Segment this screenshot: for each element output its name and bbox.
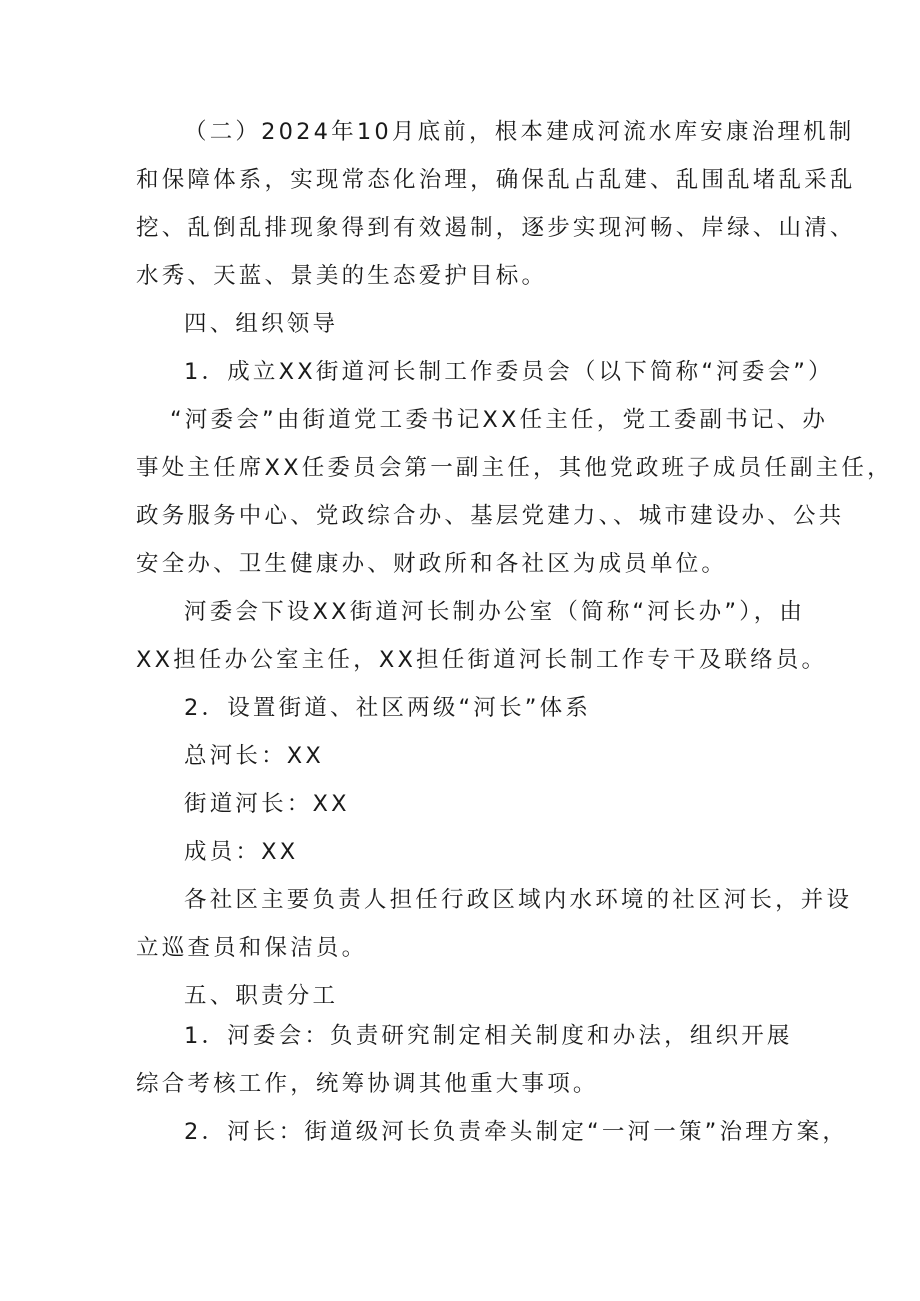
paragraph-goal-2024-line-1: （二）2024年10月底前，根本建成河流水库安康治理机制 xyxy=(184,119,855,145)
section-heading-duties: 五、职责分工 xyxy=(184,983,339,1009)
paragraph-duty-committee-line-2: 综合考核工作，统筹协调其他重大事项。 xyxy=(136,1071,599,1097)
section-heading-organization: 四、组织领导 xyxy=(184,311,339,337)
paragraph-goal-2024-line-4: 水秀、天蓝、景美的生态爱护目标。 xyxy=(136,263,548,289)
subheading-river-chief-system: 2．设置街道、社区两级“河长”体系 xyxy=(184,695,592,721)
street-river-chief: 街道河长：XX xyxy=(184,791,350,817)
paragraph-duty-committee-line-1: 1．河委会：负责研究制定相关制度和办法，组织开展 xyxy=(184,1023,793,1049)
paragraph-community-line-2: 立巡查员和保洁员。 xyxy=(136,935,368,961)
paragraph-goal-2024-line-3: 挖、乱倒乱排现象得到有效遏制，逐步实现河畅、岸绿、山清、 xyxy=(136,215,856,241)
members: 成员：XX xyxy=(184,839,299,865)
general-river-chief: 总河长：XX xyxy=(184,743,325,769)
paragraph-committee-line-2: 事处主任席XX任委员会第一副主任，其他党政班子成员任副主任， xyxy=(136,455,893,481)
paragraph-committee-line-4: 安全办、卫生健康办、财政所和各社区为成员单位。 xyxy=(136,551,728,577)
paragraph-committee-line-1: “河委会”由街道党工委书记XX任主任，党工委副书记、办 xyxy=(170,407,829,433)
paragraph-office-line-2: XX担任办公室主任，XX担任街道河长制工作专干及联络员。 xyxy=(136,647,828,673)
paragraph-duty-river-chief-line-1: 2．河长：街道级河长负责牵头制定“一河一策”治理方案， xyxy=(184,1119,849,1145)
paragraph-committee-line-3: 政务服务中心、党政综合办、基层党建力、、城市建设办、公共 xyxy=(136,503,845,529)
subheading-committee: 1．成立XX街道河长制工作委员会（以下简称“河委会”） xyxy=(184,359,834,385)
paragraph-office-line-1: 河委会下设XX街道河长制办公室（简称“河长办”），由 xyxy=(184,599,806,625)
paragraph-community-line-1: 各社区主要负责人担任行政区域内水环境的社区河长，并设 xyxy=(184,887,853,913)
paragraph-goal-2024-line-2: 和保障体系，实现常态化治理，确保乱占乱建、乱围乱堵乱采乱 xyxy=(136,167,856,193)
